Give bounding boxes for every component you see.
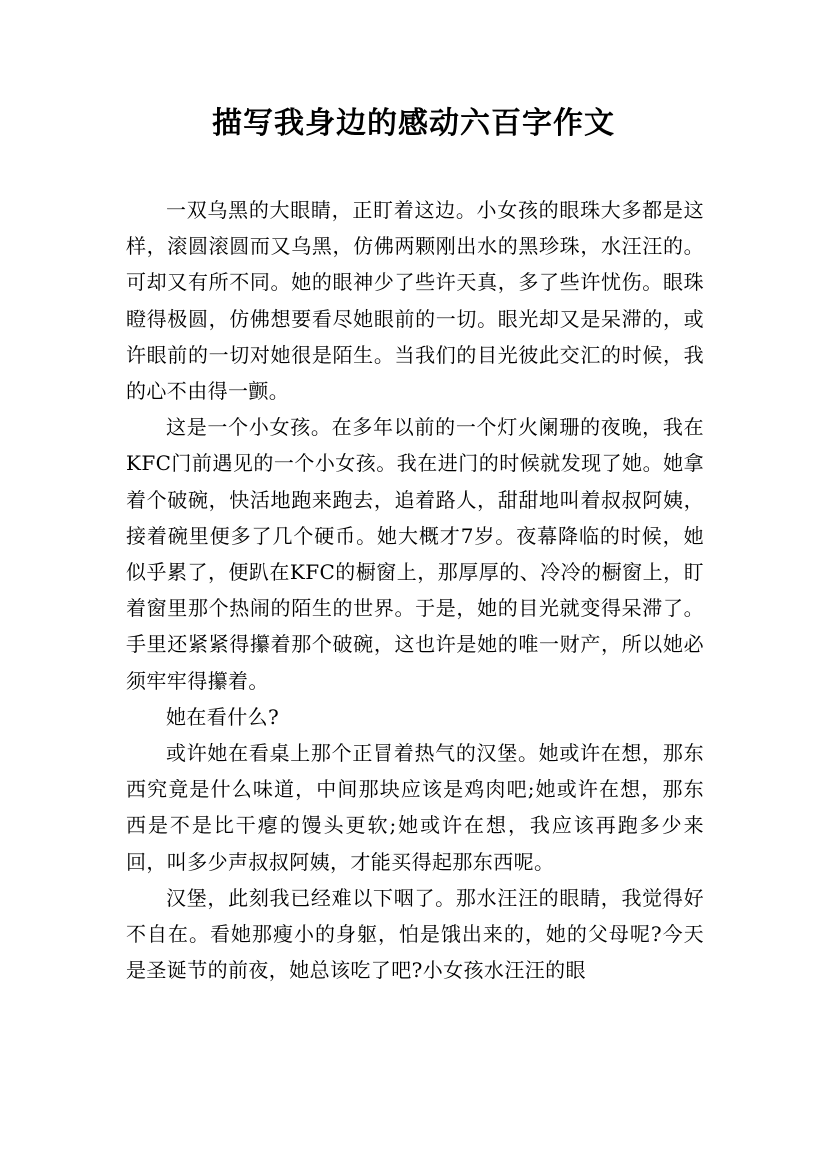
paragraph: 一双乌黑的大眼睛，正盯着这边。小女孩的眼珠大多都是这样，滚圆滚圆而又乌黑，仿佛两颗刚出水的黑珍珠，水汪汪的。可却又有所不同。她的眼神少了些许天真，多了些许忧伤。眼珠瞪得极圆，仿佛想要看尽她眼前的一切。眼光却又是呆滞的，或许眼前的一切对她很是陌生。当我们的目光彼此交汇的时候，我的心不由得一颤。	[126, 198, 704, 404]
document-title: 描写我身边的感动六百字作文	[212, 106, 615, 141]
paragraph: 她在看什么?	[166, 704, 280, 729]
paragraph: 或许她在看桌上那个正冒着热气的汉堡。她或许在想，那东西究竟是什么味道，中间那块应该是鸡肉吧;她或许在想，那东西是不是比干瘪的馒头更软;她或许在想，我应该再跑多少来回，叫多少声叔叔阿姨，才能买得起那东西呢。	[126, 741, 704, 874]
document-body	[126, 192, 704, 988]
paragraph: 这是一个小女孩。在多年以前的一个灯火阑珊的夜晚，我在KFC门前遇见的一个小女孩。我在进门的时候就发现了她。她拿着个破碗，快活地跑来跑去，追着路人，甜甜地叫着叔叔阿姨，接着碗里便多了几个硬币。她大概才7岁。夜幕降临的时候，她似乎累了，便趴在KFC的橱窗上，那厚厚的、冷冷的橱窗上，盯着窗里那个热闹的陌生的世界。于是，她的目光就变得呆滞了。手里还紧紧得攥着那个破碗，这也许是她的唯一财产，所以她必须牢牢得攥着。	[126, 415, 704, 693]
paragraph: 汉堡，此刻我已经难以下咽了。那水汪汪的眼睛，我觉得好不自在。看她那瘦小的身躯，怕是饿出来的，她的父母呢?今天是圣诞节的前夜，她总该吃了吧?小女孩水汪汪的眼	[126, 885, 704, 983]
